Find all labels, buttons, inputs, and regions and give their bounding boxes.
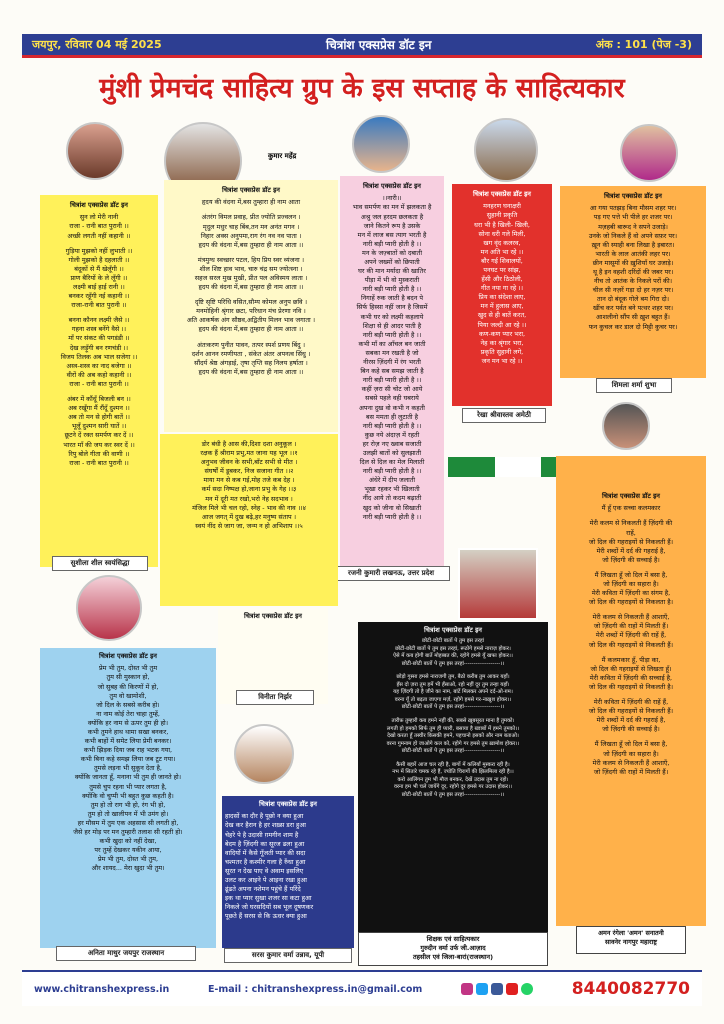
poem-line: प्रेम भी तुम, दोस्त भी तुम bbox=[98, 664, 158, 673]
poem-line: विजय तिलक अब भाल सजेगा ।। bbox=[60, 352, 138, 361]
poem-line: देखो करता हूँ तस्वीर किसकी हमने, पहचानो इसको और नाम बताओ। bbox=[387, 733, 519, 740]
poem-body bbox=[43, 664, 213, 873]
poet-photo-rajni bbox=[352, 115, 410, 173]
poem-line: सुन लो मेरी नानी bbox=[79, 213, 119, 222]
poem-line: बेदम है ज़िंदगी का सूरज ढला हुआ bbox=[225, 839, 305, 848]
poem-line: ना नाम कोई तेरा चाहा तुम्हें, bbox=[96, 709, 160, 718]
poem-line: हर मौसम में तुम एक अहसास सी लगती हो, bbox=[77, 818, 179, 827]
poem-line: जो ज़िंदगी का सहारा है। bbox=[603, 749, 659, 758]
column-tag: चित्रांश एक्सप्रेस डॉट इन bbox=[363, 182, 421, 190]
poem-line: मन के जज़्बातों को दबाती bbox=[362, 248, 422, 257]
poem-line: पीड़ा में भी वो मुस्कराती bbox=[364, 276, 420, 285]
column-tag: चित्रांश एक्सप्रेस डॉट इन bbox=[424, 626, 482, 634]
poet-caption-shimla: शिमला शर्मा शुभा bbox=[596, 378, 672, 393]
poem-line: शील शिष्ट हाव भाव, चारु चंद्र सम ज्योत्स्ना । bbox=[199, 264, 303, 273]
poem-line: आ गया पतझड़ बिना मौसम शहर पर। bbox=[589, 204, 677, 213]
twitter-icon[interactable] bbox=[476, 983, 488, 995]
poet-photo-shimla bbox=[620, 124, 678, 182]
poem-line: जाने कितने रूप है उसके bbox=[363, 221, 421, 230]
poem-line: निहार अक्स अनुपमा,राग रंग नव नव पाता । bbox=[200, 231, 302, 240]
poem-line: छोटी-छोटी बातों पे तुम इस तरहां bbox=[421, 638, 485, 645]
poem-line: हृदय की वंदना में,बस तुम्हारा ही नाम आता bbox=[201, 198, 301, 207]
poet-caption-sushila: सुशीला शील स्वयंसिद्धा bbox=[52, 556, 148, 571]
poem-line: खुद को जीना वो सिखाती bbox=[362, 503, 422, 512]
poem-line: जो ज़िंदगी की सच्चाई है। bbox=[602, 725, 660, 734]
poem-column-sarang bbox=[222, 796, 354, 948]
poem-line: और शायद... मेरा खुदा भी तुम। bbox=[91, 864, 165, 873]
poem-line: भारती के लाल आतंकी लहर पर। bbox=[595, 249, 671, 258]
poem-column-sushila bbox=[40, 195, 158, 567]
poem-line: छोटी-छोटी बातों पे तुम इस तरहां-------------------।। bbox=[401, 704, 505, 711]
poem-line: बनना कौनन लक्ष्मी जैसे ।। bbox=[68, 316, 130, 325]
poem-line: हृदय की वंदना में,बस तुम्हारा ही नाम आता ।। bbox=[198, 283, 304, 292]
poem-column-anita bbox=[40, 648, 216, 948]
poem-line: वीरों की अब कहो कहानी ।। bbox=[66, 370, 132, 379]
poet-caption-vinita: विनीता निर्झर bbox=[236, 690, 314, 705]
poem-line: चील सी नज़रें गड़ा दो हर नज़र पर। bbox=[592, 286, 674, 295]
youtube-icon[interactable] bbox=[506, 983, 518, 995]
poem-line: हँस दो ज़रा तुम हमें भी हँसाओ, रहो नहीं दूर तुम तन्हा यहाँ। bbox=[396, 681, 510, 688]
poem-line: डोर बंधी है आस की,दिशा दशा अनुकूल । bbox=[201, 440, 297, 448]
poem-line: कहीं ज़रा सी चोट जो आये bbox=[361, 385, 423, 394]
poem-line: गुड़िया मुझको नहीं लुभाती ।। bbox=[65, 246, 133, 255]
poem-line: मृदुल मधुर चाह बिंब,तन मन अनंत मगन । bbox=[202, 222, 300, 231]
poem-line: बंदूकों से मैं खेलूँगी ।। bbox=[74, 264, 124, 273]
poem-line: उनके जो निकले हैं वो अपने सफ़र पर। bbox=[588, 231, 678, 240]
poem-line: मंत्रमुग्ध स्वच्छार पटल, हिय प्रिय स्वर व्यंजना । bbox=[197, 255, 305, 264]
poem-line: तुम हो तो राग भी हो, रंग भी हो, bbox=[90, 800, 166, 809]
poem-line: मंजिल मिले भी चल रहो, स्नेह - भाव की नाव ।।४ bbox=[192, 503, 306, 512]
poem-line: इक था प्यार सुखा शजर सा कटा हुआ bbox=[225, 894, 312, 903]
poem-line: चश्मतर है कश्मीर गला है रुँधा हुआ bbox=[225, 857, 306, 866]
poet-photo-rekha bbox=[474, 118, 538, 182]
poet-name-mahendra: कुमार महेंद्र bbox=[268, 152, 297, 160]
poem-line: जो सुबह की किरणों में हो, bbox=[97, 682, 159, 691]
masthead-bar bbox=[22, 34, 702, 58]
poem-line: राजा-रानी बात पुरानी ।। bbox=[71, 301, 127, 310]
poem-line: जो दिल के सबसे करीब हो। bbox=[96, 700, 160, 709]
poem-line: ।।नारी।। bbox=[382, 194, 402, 203]
poem-line: राजा - रानी बात पुरानी ।। bbox=[69, 379, 129, 388]
poem-column-manjula bbox=[160, 434, 338, 606]
column-tag: चित्रांश एक्सप्रेस डॉट इन bbox=[604, 192, 662, 200]
page-footer bbox=[22, 970, 702, 1006]
poem-line: मैं हूँ एक सच्चा कलमकार bbox=[601, 504, 661, 513]
phone-number: 8440082770 bbox=[571, 979, 690, 999]
poem-body bbox=[343, 194, 441, 521]
poem-line: छीन मासूमों की ख़ुशियाँ घर उजाड़े। bbox=[592, 258, 674, 267]
poem-line: सुहानी प्रकृति bbox=[486, 211, 518, 220]
poem-line: लक्ष्मी बाई हाई रानी ।। bbox=[73, 283, 125, 292]
poem-line: रिपु बोले गीता की वाणी ।। bbox=[68, 449, 130, 458]
poem-line: प्रिय का संदेशा लाए, bbox=[478, 293, 526, 302]
poem-line: सौंदर्य श्रेष्ठ अंगड़ाई, तृषा तृप्ति सह निलय हर्षाता । bbox=[194, 358, 308, 367]
poem-line: रक्षक हैं श्रीराम प्रभु,मत जाना यह भूल ।।१ bbox=[200, 449, 298, 458]
poem-line: मेरी कविता में ज़िंदगी की राहें हैं, bbox=[593, 698, 669, 707]
poem-line: स्वयं नींद से जाग जा, जन्म न हो अभिशाप ।।५ bbox=[195, 521, 303, 530]
facebook-icon[interactable] bbox=[491, 983, 503, 995]
poem-line: मनहरण घनाक्षरी bbox=[483, 202, 521, 211]
poem-line: नारी बड़ी प्यारी होती है ।। bbox=[362, 285, 422, 294]
poem-line: तान दो बंदूक गोले बम गिरा दो। bbox=[596, 295, 670, 304]
poem-line: यह ज़िंदगी तो है जीने का नाम, बांटें मिलकर अपने दर्द-ओ-ग़म। bbox=[393, 689, 513, 696]
poem-line: ढूंढते अपना नशेमन पहुंचे हैं परिंदे bbox=[225, 885, 301, 894]
poem-line: भूखा रहकर भी खिलाती bbox=[364, 485, 420, 494]
poem-line: कर्म सदा निष्पक्ष हो,जाना प्रभु के गेह ।।३ bbox=[201, 485, 297, 494]
poet-photo-anita bbox=[76, 575, 142, 641]
poem-line: दर्शन आनन रमणीयता , संकेत अंतर अपनत्व सिंधु । bbox=[191, 349, 311, 358]
poem-body bbox=[563, 204, 703, 331]
poem-line: जो दिल की गहराइयों से लिखता हूँ। bbox=[590, 664, 672, 673]
poem-line: माँ पर संकट की पगडंडी ।। bbox=[68, 334, 130, 343]
poem-line: उलट कर आइने पे आइना रखा हुआ bbox=[225, 876, 307, 885]
poem-line: हृदय की वंदना में,बस तुम्हारा ही नाम आता ।। bbox=[198, 367, 304, 376]
poet-photo-sushila bbox=[66, 122, 124, 180]
poem-line: छोटी-छोटी बातों पे तुम इस तरहां-------------------।। bbox=[401, 791, 505, 798]
poem-line: कभी झिड़क दिया जब राह भटक गया, bbox=[83, 746, 173, 755]
poem-line: अपने जख्मों को छिपाती bbox=[364, 258, 420, 267]
poem-line: जैसे हर मोड़ पर मन तुम्हारी तलाश सी रहती हो। bbox=[73, 828, 183, 837]
poem-line: जो ज़िंदगी का सहारा है। bbox=[603, 580, 659, 589]
poem-line: राहें, bbox=[626, 528, 636, 537]
poem-line: थू है इन वहशी दरिंदों की जबर पर। bbox=[592, 268, 674, 277]
poem-line: लगती हो हमको सिर्फ तुम ही प्यारी, बसाया है ख्वाबों में हमने तुमको।। bbox=[386, 725, 520, 732]
poem-line: मैं कलमकार हूँ, पीड़ा का, bbox=[601, 655, 661, 664]
poem-line: खुद से ही बातें करत, bbox=[477, 311, 527, 320]
poem-line: छूटने दें रक्त समर्पण कर दें ।। bbox=[64, 431, 134, 440]
poem-line: गोली मुझको है दहलाती ।। bbox=[68, 255, 130, 264]
poem-line: क्योंकि जानता हूँ, मनाना भी तुम ही जानते हो। bbox=[74, 773, 182, 782]
poem-line: देख लड़ूँगी बन रणचंडी ।। bbox=[69, 343, 129, 352]
poem-line: कभी घर को लक्ष्मी कहलाये bbox=[360, 312, 424, 321]
poem-column-shimla bbox=[560, 186, 706, 378]
poem-line: तुम वो खामोशी, bbox=[109, 691, 147, 700]
poem-line: तुम हो तो खालीपन में भी उमंग हो। bbox=[87, 809, 169, 818]
poem-line: खग वृंद कलरव, bbox=[483, 238, 521, 247]
poem-line: बौर गई शिवालयों, bbox=[481, 256, 523, 265]
poem-line: जो ज़िंदगी की राहों में मिलती हैं। bbox=[593, 767, 669, 776]
poem-line: सहज सरल मुख मुखी, प्रीत पल अविस्मय लाता । bbox=[194, 274, 308, 283]
poem-line: आज जगत् में दुख बढ़े,हर मनुष्य संताप । bbox=[201, 512, 297, 521]
poem-body bbox=[43, 213, 155, 467]
poem-line: सबसे पहले वही घबराये bbox=[365, 394, 419, 403]
poem-line: नीरस ज़िंदगी में रंग भरती bbox=[363, 358, 421, 367]
poem-line: वरना यूँ तो बढ़ता जाएगा मर्ज़, रहोगे हमसे गर-नाख़ुश होकर।। bbox=[394, 696, 512, 703]
poem-line: पनघट पर सांझ, bbox=[483, 266, 521, 275]
poem-line: कभी बिना कहे समझ लिया जब टूट गया। bbox=[80, 755, 176, 764]
poem-line: क्योंकि हर नाम से ऊपर तुम ही हो। bbox=[87, 718, 169, 727]
poem-line: अच्छी लगती नहीं कहानी ।। bbox=[67, 231, 131, 240]
poem-line: राजा - रानी बात पुरानी ।। bbox=[69, 458, 129, 467]
poem-line: अनुभव जीवन के सभी,बाँट सभी से मीत । bbox=[200, 458, 298, 467]
poem-line: अंधेरे में दीप जलाती bbox=[368, 476, 416, 485]
poem-line: ऐसे में कब होगी बातें मोहब्बत की, रहोगे हमसे यूँ खफा होकर।। bbox=[393, 653, 513, 660]
poem-line: पूछते हैं सरस से कि ऊधर क्या हुआ bbox=[225, 912, 307, 921]
poem-line: आशलीनो सौंप सी ख़ुश बहुत हैं। bbox=[596, 313, 670, 322]
poem-line: सोना धरी गले मिली, bbox=[478, 229, 526, 238]
page-headline: मुंशी प्रेमचंद साहित्य ग्रुप के इस सप्ताह के साहित्यकार bbox=[99, 73, 625, 104]
poem-line: कैसी बहारें आज चल रही है, बागों में कलियाँ मुस्करा रही है। bbox=[396, 761, 510, 768]
poem-line: मैं लिखता हूँ जो दिल में बसा है, bbox=[594, 570, 668, 579]
poem-line: छोटी-छोटी बातों पे तुम इस तरहां-------------------।। bbox=[401, 660, 505, 667]
poem-line: पिया जल्दी आ रहे ।। bbox=[477, 320, 527, 329]
poem-line: सिर्फ हिस्सा नहीं जान है जिसमें bbox=[356, 303, 428, 312]
poem-line: पड़ गए पत्ते भी पीले हर शजर पर। bbox=[593, 213, 673, 222]
poem-line: बिन कहे सब समझ जाती है bbox=[360, 367, 424, 376]
poem-line: कण-कण प्यार भरा, bbox=[478, 329, 526, 338]
poem-line: अब तो मन से होगी बातें ।। bbox=[68, 413, 130, 422]
poem-line: मन में लाज बस त्याग भरती है bbox=[357, 230, 427, 239]
poem-line: मेरी कविता में ज़िंदगी का संगम है, bbox=[591, 589, 671, 598]
poem-line: तारीफ़ तुम्हारी कब हमने नहीं की, सबसे ख़ूबसूरत माना है तुमको। bbox=[391, 718, 515, 724]
poem-line: हर रोज़ नए ख्वाब सजाती bbox=[362, 439, 422, 448]
email-link[interactable]: E-mail : chitranshexpress.in@gmail.com bbox=[207, 983, 423, 995]
poem-line: अंबर में कौंधूँ बिजली बन ।। bbox=[67, 395, 131, 404]
poem-body bbox=[455, 202, 549, 366]
poem-line: घर की मान मर्यादा की खातिर bbox=[358, 267, 426, 276]
poem-line: गीत नया गा रहे ।। bbox=[480, 284, 524, 293]
poem-line: ख़ून की स्याही बना लिखा है इबारत। bbox=[591, 240, 675, 249]
poem-line: दिल से दिल का मेल मिलाती bbox=[359, 458, 425, 467]
poet-caption-anita: अनिता माथुर जयपुर राजस्थान bbox=[56, 946, 196, 961]
column-tag: चित्रांश एक्सप्रेस डॉट इन bbox=[259, 800, 317, 808]
poem-line: शिक्षा से ही आदर पाती है bbox=[362, 321, 422, 330]
poem-body bbox=[163, 440, 335, 531]
poem-line: जो ज़िंदगी की सच्चाई है। bbox=[602, 555, 660, 564]
poem-line: उलझी बातों को सुलझाती bbox=[362, 448, 422, 457]
poem-line: छोड़ो गुस्सा हमसे नाराजगी तुम, बैठो करीब तुम आकर यहाँ। bbox=[396, 674, 510, 681]
poem-line: देख कर हैरान है हर शख़्स डरा हुआ bbox=[225, 821, 306, 830]
poem-body bbox=[167, 198, 335, 377]
column-tag: चित्रांश एक्सप्रेस डॉट इन bbox=[99, 652, 157, 660]
poem-line: कभी तुमने हाथ थामा सखा बनकर, bbox=[87, 728, 169, 737]
poem-line: पर तुम्हें देखकर यकीन आया, bbox=[94, 846, 162, 855]
column-tag: चित्रांश एक्सप्रेस डॉट इन bbox=[602, 492, 660, 500]
poem-line: तुमसे चुप रहना भी प्यार लगता है, bbox=[89, 782, 167, 791]
poem-column-mahendra bbox=[164, 180, 338, 432]
poet-photo-aman bbox=[602, 402, 650, 450]
poem-line: जो दिल की गहराइयों से निकलती हैं। bbox=[588, 537, 674, 546]
poem-column-gurudeen bbox=[358, 622, 548, 940]
poem-line: जो ज़िंदगी की राहों में मिलती हैं। bbox=[593, 622, 669, 631]
poem-line: छोटी-छोटी बातों पे तुम इस तरहां, रूठोगे हमसे नाराज़ होकर। bbox=[395, 645, 511, 652]
poet-caption-sarang: सरस कुमार वर्मा उन्नाव, यूपी bbox=[224, 948, 352, 963]
poem-line: जो दिल की गहराइयों से निकलती हैं। bbox=[588, 707, 674, 716]
poem-line: निकले जो घरसदियों सब भूल दूषणकर bbox=[225, 903, 314, 912]
poem-line: हँसी और ठिठोली, bbox=[481, 275, 523, 284]
poem-line: भारत माँ की जय कर स्वर दें ।। bbox=[63, 440, 135, 449]
column-tag: चित्रांश एक्सप्रेस डॉट इन bbox=[222, 186, 280, 194]
poet-caption-aman: अमन रंगेला 'अमन' सनातनी सावनेर नागपुर महाराष्ट्र bbox=[576, 926, 686, 954]
poet-caption-rekha: रेखा श्रीवास्तव अमेठी bbox=[462, 408, 546, 423]
poem-column-aman bbox=[556, 456, 706, 926]
poem-line: मेरी कलम से निकलती हैं आशाएँ, bbox=[592, 758, 670, 767]
social-icons bbox=[461, 983, 533, 995]
instagram-icon[interactable] bbox=[461, 983, 473, 995]
poem-line: जन मन भा रहे ।। bbox=[481, 356, 523, 365]
poet-photo-gurudeen bbox=[458, 548, 538, 620]
poem-line: नारी बड़ी प्यारी होती है ।। bbox=[362, 239, 422, 248]
poem-line: धरा भी है खिली- खिली, bbox=[474, 220, 530, 229]
poem-body bbox=[225, 812, 351, 921]
poem-line: मनमोहिनी श्रृंगार छटा, परिधान मंच प्रेरणा नवि । bbox=[196, 307, 306, 316]
poem-line: गहना शस्त्र बनेंगे वैसे ।। bbox=[71, 325, 127, 334]
poem-column-rekha bbox=[452, 184, 552, 406]
poem-line: दृष्टि सृष्टि परिधि वसित,सौम्य कोमल अनुप छवि । bbox=[194, 298, 308, 307]
poem-line: भाव समर्पण का मन में झलकता है bbox=[352, 203, 432, 212]
whatsapp-icon[interactable] bbox=[521, 983, 533, 995]
poem-line: राजा - रानी बात पुरानी ।। bbox=[69, 222, 129, 231]
poem-line: जो दिल की गहराइयों से निकलती हैं। bbox=[588, 640, 674, 649]
poem-line: अश्रु जल हरदम छलकता है bbox=[360, 212, 424, 221]
column-tag: चित्रांश एक्सप्रेस डॉट इन bbox=[70, 201, 128, 209]
poem-line: बनकर रहूँगी नई कहानी ।। bbox=[68, 292, 130, 301]
poet-photo-sarang bbox=[234, 724, 294, 784]
poem-line: तुम सी मुस्कान हो, bbox=[106, 673, 150, 682]
poem-line: नारी बड़ी प्यारी होती है ।। bbox=[362, 330, 422, 339]
poem-column-rajni bbox=[340, 176, 444, 566]
poem-line: अब रखूँगा मैं रौंदूँ दुश्मन ।। bbox=[68, 404, 130, 413]
poem-line: बस ममता ही लुटाती है bbox=[366, 412, 418, 421]
poem-line: प्रकृति सुहानी लगे, bbox=[480, 347, 524, 356]
poem-line: मज़हबी बारूद ने सपने उजाड़े। bbox=[598, 222, 668, 231]
poem-line: कभी माँ का आँचल बन जाती bbox=[358, 339, 426, 348]
poem-line: हृदय की वंदना में,बस तुम्हारा ही नाम आता ।। bbox=[198, 325, 304, 334]
poet-caption-gurudeen: शिक्षक एवं साहित्यकार गुरुदीन वर्मा उर्फ जी.आज़ाद तहसील एवं जिला-बारां(राजस्थान) bbox=[358, 932, 548, 966]
poem-line: फन कुचल कर डाल दो मिट्टी कुचर पर। bbox=[588, 322, 678, 331]
poem-line: छोटी-छोटी बातों पे तुम इस तरहां-------------------।। bbox=[401, 748, 505, 755]
poem-line: वादियों में कैसे गूँजती प्यार की सदा bbox=[225, 848, 306, 857]
poem-line: नारी बड़ी प्यारी होती है ।। bbox=[362, 467, 422, 476]
poem-line: नीच तो आतंक के निकले परों की। bbox=[593, 277, 673, 286]
poem-line: नारी बड़ी प्यारी होती है ।। bbox=[362, 512, 422, 521]
poem-body bbox=[361, 638, 545, 799]
poem-line: नारी बड़ी प्यारी होती है ।। bbox=[362, 421, 422, 430]
poem-line: मैं लिखता हूँ जो दिल में बसा है, bbox=[594, 740, 668, 749]
poem-line: नभ में सितारे चमक रहे हैं, ज्योति चिरागों की झिलमिला रही है।। bbox=[392, 769, 514, 776]
place-date: जयपुर, रविवार 04 मई 2025 bbox=[32, 38, 162, 51]
poem-line: कभी बाहों में समेट लिया प्रेमी बनकर। bbox=[84, 737, 172, 746]
poem-line: नारी बड़ी प्यारी होती है ।। bbox=[362, 376, 422, 385]
poem-line: तुमसे लड़ना भी सुकून देता है, bbox=[94, 764, 162, 773]
poem-line: मेरी शब्दों में दर्द की गहराई है, bbox=[596, 716, 666, 725]
poem-line: मेरी शब्दों में ज़िंदगी की राहें हैं, bbox=[595, 631, 667, 640]
brand-name: चित्रांश एक्सप्रेस डॉट इन bbox=[325, 38, 432, 52]
poem-line: कभी खुदा को नहीं देखा, bbox=[99, 837, 157, 846]
poem-line: प्रेम भी तुम, दोस्त भी तुम, bbox=[97, 855, 159, 864]
poem-line: अंतरंग विमल प्रवाह, प्रीत ज्योति प्रज्वलन । bbox=[201, 213, 301, 222]
poem-line: जो दिल की गहराइयों से निकलता है। bbox=[588, 598, 674, 607]
poem-line: मेरी कविता में ज़िंदगी की सच्चाई है, bbox=[589, 673, 673, 682]
poem-line: अस्त्र-शस्त्र का नाद बजेगा ।। bbox=[66, 361, 132, 370]
website-link[interactable]: www.chitranshexpress.in bbox=[34, 983, 170, 995]
poem-line: निगाहें रुक जाती है बदन पे bbox=[360, 294, 424, 303]
poem-line: नींद आये तो कदम बढ़ाती bbox=[362, 494, 422, 503]
poem-line: भूलूँ दुश्मन सारी घातें ।। bbox=[71, 422, 127, 431]
poem-body bbox=[559, 504, 703, 776]
poem-line: माया मन से कब गई,मोह तजे कब देह । bbox=[203, 476, 295, 485]
poem-line: सूरत न देख पाए वे अवाम इसलिए bbox=[225, 866, 304, 875]
column-tag: चित्रांश एक्सप्रेस डॉट इन bbox=[473, 190, 531, 198]
poem-line: हृदय की वंदना में,बस तुम्हारा ही नाम आता ।। bbox=[198, 240, 304, 249]
poem-line: सबका मन रखती है जो bbox=[365, 348, 419, 357]
issue-number: अंक : 101 (पेज -3) bbox=[595, 38, 692, 51]
poem-line: मन अति भा रहे ।। bbox=[480, 247, 524, 256]
poem-line: संघर्षों में डूबकर, निज सजाना गीत ।।२ bbox=[204, 467, 294, 476]
poem-line: वरना गुमनाम हो जाओगे कल को, रहोगे गर हमसे तुम ख़ामोश होकर।। bbox=[386, 740, 520, 747]
poem-line: वरना हम भी चले जायेंगे दूर, रहोगे दूर हमसे गर उदास होकर।। bbox=[393, 784, 513, 791]
poem-line: मन में हुलास आए, bbox=[480, 302, 524, 311]
column-tag: चित्रांश एक्सप्रेस डॉट इन bbox=[244, 612, 302, 620]
poem-line: खींच कर पर्वत बने पत्थर शहर पर। bbox=[592, 304, 674, 313]
poem-line: हादसों का दौर है पूछो न क्या हुआ bbox=[225, 812, 304, 821]
poem-line: क्योंकि वो चुप्पी भी बहुत कुछ कहती है। bbox=[82, 791, 174, 800]
poem-line: मन में दूरी मत रखो,भरो नेह सदभाव । bbox=[205, 494, 293, 503]
poem-line: कुछ नये अंदाज़ में रहती bbox=[364, 430, 420, 439]
poem-line: नेह का श्रृंगार भरा, bbox=[480, 338, 524, 347]
poem-line: चेहरे पे है उदासी ग़मगीन शाम है bbox=[225, 830, 299, 839]
poem-line: मेरी कलम से निकलती हैं आशाएँ, bbox=[592, 613, 670, 622]
poem-line: अपना दुख वो कभी न कहती bbox=[359, 403, 425, 412]
poem-line: जो दिल की गहराइयों से निकलती है। bbox=[588, 682, 674, 691]
poet-caption-rajni: रजनी कुमारी लखनऊ, उत्तर प्रदेश bbox=[332, 566, 450, 581]
poem-line: अति आकर्षक अंग सौष्ठव,अद्वितीय मिलन भाव जगाता । bbox=[186, 316, 316, 325]
poem-line: मेरी शब्दों में दर्द की गहराई है, bbox=[596, 546, 666, 555]
poem-line: करो आलिंगन तुम भी मौज बनकर, देखें उदास तुम ना रहो। bbox=[397, 776, 509, 783]
poem-line: प्राण बैरियों के ले लूँगी ।। bbox=[70, 273, 128, 282]
poem-line: अंतःकरण पुनीत पावन, तत्पर स्पर्श प्रणय बिंदु । bbox=[196, 340, 306, 349]
poem-line: मेरी कलम से निकलती हैं ज़िंदगी की bbox=[589, 519, 673, 528]
